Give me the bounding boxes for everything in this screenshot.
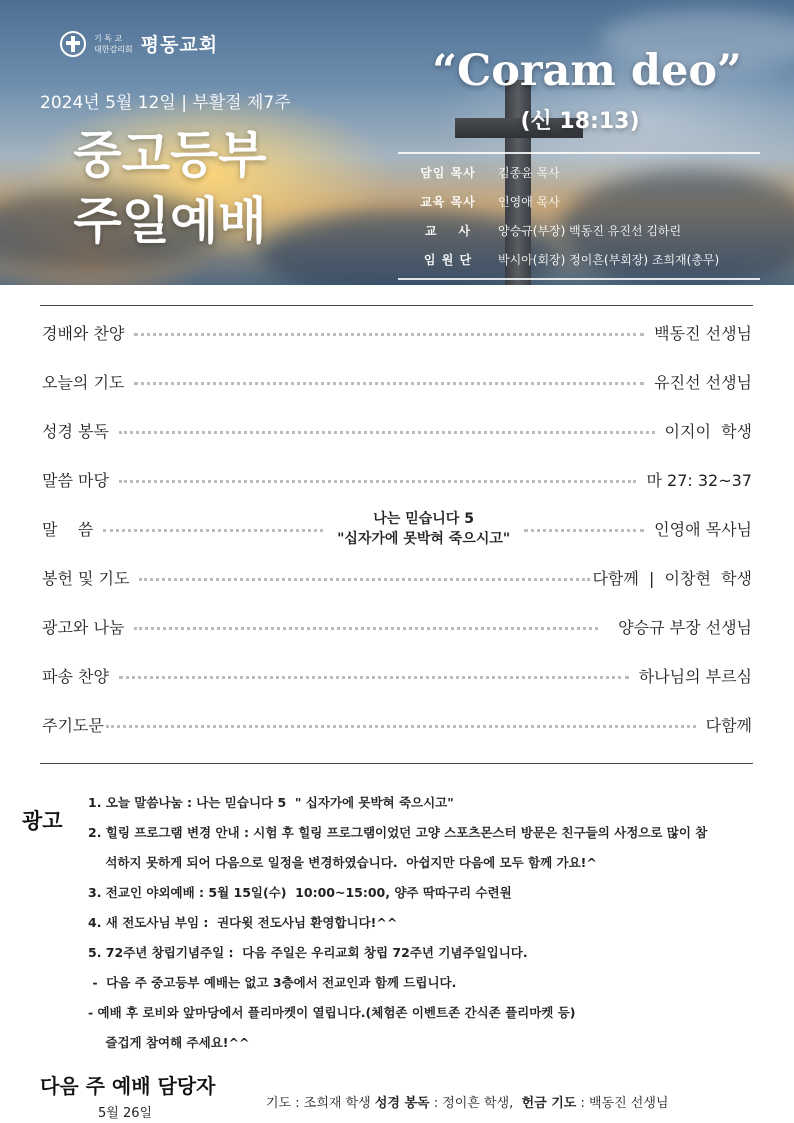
announcement-item: 1. 오늘 말씀나눔 : 나는 믿습니다 5 " 십자가에 못박혀 죽으시고" (88, 795, 454, 810)
order-row (42, 700, 752, 749)
prayer-label: 기도 : (266, 1096, 300, 1111)
order-row (42, 357, 752, 406)
order-title: 광고와 나눔 (42, 618, 125, 637)
worship-order (42, 308, 752, 749)
order-leader: 인영애 목사님 (654, 520, 752, 539)
order-leader: 다함께 (705, 716, 752, 735)
church-name: 평동교회 (140, 34, 219, 56)
announcement-item: - 예배 후 로비와 앞마당에서 플리마켓이 열립니다.(체험존 이벤트존 간식존 플리마켓 등) (88, 1005, 576, 1020)
order-title: 봉헌 및 기도 (42, 569, 130, 588)
order-row (42, 651, 752, 700)
order-leader: 다함께 | 이창현 학생 (592, 569, 752, 588)
order-title: 말 씀 (42, 520, 94, 539)
announcement-item: 석하지 못하게 되어 다음으로 일정을 변경하였습니다. 아쉽지만 다음에 모두 함께 가요!^ (88, 855, 597, 870)
staff-row (398, 187, 760, 216)
next-week-title: 다음 주 예배 담당자 (40, 1074, 216, 1098)
announcement-item: 4. 새 전도사님 부임 : 권다윗 전도사님 환영합니다!^^ (88, 915, 398, 930)
order-leader: 마 27: 32~37 (646, 471, 752, 490)
dot-leader (119, 431, 655, 434)
order-leader: 하나님의 부르심 (638, 667, 752, 686)
dot-leader (524, 529, 644, 532)
order-row (42, 455, 752, 504)
church-logo (60, 30, 218, 57)
order-row (42, 504, 752, 553)
order-leader: 이지이 학생 (664, 422, 752, 441)
logo-sub-bottom: 대한감리회 (94, 44, 133, 54)
announcement-item: 2. 힐링 프로그램 변경 안내 : 시험 후 힐링 프로그램이었던 고양 스포츠몬스터 방문은 친구들의 사정으로 많이 참 (88, 825, 708, 840)
announcement-item: - 다음 주 중고등부 예배는 없고 3층에서 전교인과 함께 드립니다. (88, 975, 457, 990)
sermon-title-line: 나는 믿습니다 5 (373, 510, 474, 527)
order-title: 파송 찬양 (42, 667, 109, 686)
service-date: 2024년 5월 12일 | 부활절 제7주 (40, 93, 291, 113)
staff-names: 인영애 목사 (498, 195, 560, 209)
offering-label: 헌금 기도 (521, 1096, 577, 1111)
page-title (50, 122, 290, 254)
order-title: 경배와 찬양 (42, 324, 125, 343)
order-title: 오늘의 기도 (42, 373, 125, 392)
staff-row (398, 216, 760, 245)
staff-list (398, 152, 760, 280)
dot-leader (134, 333, 644, 336)
offering-person: : 백동진 선생님 (576, 1096, 669, 1111)
order-row (42, 602, 752, 651)
staff-role: 교 사 (425, 224, 471, 238)
staff-role: 임 원 단 (423, 253, 473, 267)
next-week-date: 5월 26일 (98, 1106, 153, 1121)
staff-role: 담임 목사 (420, 166, 476, 180)
logo-sub-top: 기 독 교 (94, 33, 123, 43)
prayer-person: 조희재 학생 (299, 1096, 375, 1111)
title-line: 중고등부 (73, 126, 267, 184)
order-leader: 유진선 선생님 (654, 373, 752, 392)
announcements-list (88, 788, 768, 1058)
staff-row (398, 158, 760, 187)
announcement-item: 3. 전교인 야외예배 : 5월 15일(수) 10:00~15:00, 양주 딱따구리 수련원 (88, 885, 512, 900)
dot-leader (139, 578, 590, 581)
divider (40, 305, 753, 306)
order-title: 말씀 마당 (42, 471, 109, 490)
order-title: 주기도문 (42, 716, 104, 735)
order-row (42, 553, 752, 602)
staff-names: 양승규(부장) 백동진 유진선 김하린 (498, 224, 682, 238)
church-seal-icon (60, 31, 86, 57)
reading-label: 성경 봉독 (374, 1096, 430, 1111)
theme-reference: (신 18:13) (520, 109, 640, 134)
divider (40, 763, 753, 764)
header-banner (0, 0, 794, 285)
staff-row (398, 245, 760, 274)
dot-leader (106, 725, 696, 728)
staff-role: 교육 목사 (420, 195, 476, 209)
announcement-item: 즐겁게 참여해 주세요!^^ (88, 1035, 250, 1050)
order-row (42, 406, 752, 455)
announcement-item: 5. 72주년 창립기념주일 : 다음 주일은 우리교회 창립 72주년 기념주일입니다. (88, 945, 528, 960)
announcements-label: 광고 (22, 809, 63, 833)
reading-person: : 정이흔 학생, (429, 1096, 522, 1111)
dot-leader (134, 627, 598, 630)
sermon-title (323, 509, 524, 549)
order-leader: 양승규 부장 선생님 (618, 618, 752, 637)
dot-leader (103, 529, 323, 532)
staff-names: 박시아(회장) 정이흔(부회장) 조희재(총무) (498, 253, 720, 267)
order-leader: 백동진 선생님 (654, 324, 752, 343)
dot-leader (134, 382, 644, 385)
staff-names: 김종윤 목사 (498, 166, 560, 180)
title-line: 주일예배 (73, 192, 267, 250)
dot-leader (119, 480, 637, 483)
next-week-duty (266, 1077, 668, 1111)
theme-quote: “Coram deo” (432, 46, 742, 96)
order-title: 성경 봉독 (42, 422, 109, 441)
dot-leader (119, 676, 629, 679)
order-row (42, 308, 752, 357)
sermon-title-line: "십자가에 못박혀 죽으시고" (337, 530, 511, 547)
